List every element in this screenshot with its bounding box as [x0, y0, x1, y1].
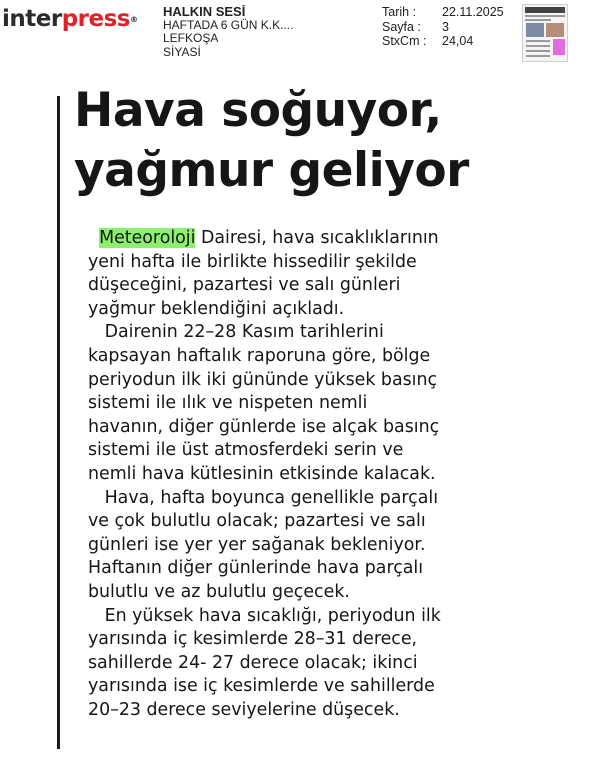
paragraph-4 — [76, 605, 496, 723]
thumbnail-text — [526, 45, 550, 47]
article-line — [76, 487, 496, 511]
logo-part-press: press — [61, 6, 130, 32]
thumbnail-photo — [546, 23, 564, 37]
stxcm-value: 24,04 — [442, 34, 474, 48]
thumbnail-highlight — [553, 39, 565, 55]
article-line: sistemi ile ılık ve nispeten nemli — [88, 393, 368, 414]
stxcm-row — [382, 34, 504, 49]
headline-line-2: yağmur geliyor — [74, 143, 469, 198]
logo-part-inter: inter — [2, 6, 62, 32]
headline-line-1: Hava soğuyor, — [74, 83, 442, 138]
publication-section: SİYASİ — [163, 44, 201, 59]
stxcm-label: StxCm : — [382, 34, 427, 48]
article-line: kapsayan haftalık raporuna göre, bölge — [88, 345, 431, 366]
thumbnail-text — [526, 50, 550, 52]
publication-frequency: HAFTADA 6 GÜN K.K.... — [163, 17, 294, 32]
thumbnail-line — [525, 19, 551, 21]
article-line: yarısında ise iç kesimlerde ve sahillerde — [88, 676, 435, 697]
article-line-text: En yüksek hava sıcaklığı, periyodun ilk — [104, 605, 441, 626]
article-line: periyodun ilk iki gününde yüksek basınç — [88, 369, 438, 390]
thumbnail-text — [526, 40, 550, 42]
date-label: Tarih : — [382, 5, 417, 19]
article-line: sistemi ile üst atmosferdeki serin ve — [88, 440, 404, 461]
article-line — [76, 321, 496, 345]
interpress-logo — [2, 8, 138, 31]
article-line: yeni hafta ile birlikte hissedilir şekilde — [88, 251, 417, 272]
column-rule — [57, 96, 60, 749]
page-label: Sayfa : — [382, 19, 421, 34]
article-line: nemli hava kütlesinin etkisinde kalacak. — [88, 463, 436, 484]
article-line-text: Hava, hafta boyunca genellikle parçalı — [104, 487, 439, 508]
article-line: sahillerde 24- 27 derece olacak; ikinci — [88, 652, 418, 673]
paragraph-1 — [76, 227, 496, 321]
date-value: 22.11.2025 — [442, 5, 504, 19]
thumbnail-text — [526, 55, 550, 57]
article-line: bulutlu ve az bulutlu geçecek. — [88, 581, 350, 602]
article-line — [76, 605, 496, 629]
thumbnail-photo — [526, 23, 544, 37]
thumbnail-masthead — [525, 7, 565, 13]
thumbnail-line — [525, 15, 565, 17]
article-line-text: Dairesi, hava sıcaklıklarının — [195, 228, 439, 248]
clipping-meta — [382, 5, 504, 49]
article-line-text: Dairenin 22–28 Kasım tarihlerini — [104, 322, 384, 343]
date-row — [382, 5, 504, 20]
page-thumbnail-icon[interactable] — [522, 4, 568, 62]
highlighted-keyword: Meteoroloji — [99, 228, 196, 248]
headline — [74, 81, 584, 201]
article-line: yarısında iç kesimlerde 28–31 derece, — [88, 629, 418, 650]
article-line: yağmur beklendiğini açıkladı. — [88, 298, 345, 319]
publication-name: HALKIN SESİ — [163, 4, 246, 19]
article-line: havanın, diğer günlerde ise alçak basınç — [88, 416, 440, 437]
article-line: Haftanın diğer günlerinde hava parçalı — [88, 558, 424, 579]
publication-city: LEFKOŞA — [163, 31, 219, 45]
paragraph-2 — [76, 321, 496, 486]
page-row — [382, 20, 504, 35]
article-line: düşeceğini, pazartesi ve salı günleri — [88, 275, 401, 296]
article-line: 20–23 derece seviyelerine düşecek. — [88, 699, 400, 720]
paragraph-3 — [76, 487, 496, 605]
article-line: günleri ise yer yer sağanak bekleniyor. — [88, 534, 426, 555]
publication-info — [163, 5, 293, 59]
article-line: ve çok bulutlu olacak; pazartesi ve salı — [88, 511, 426, 532]
page-value: 3 — [442, 19, 449, 34]
article-body — [76, 227, 496, 722]
article-line — [76, 227, 496, 251]
logo-registered-mark: ® — [130, 15, 138, 24]
